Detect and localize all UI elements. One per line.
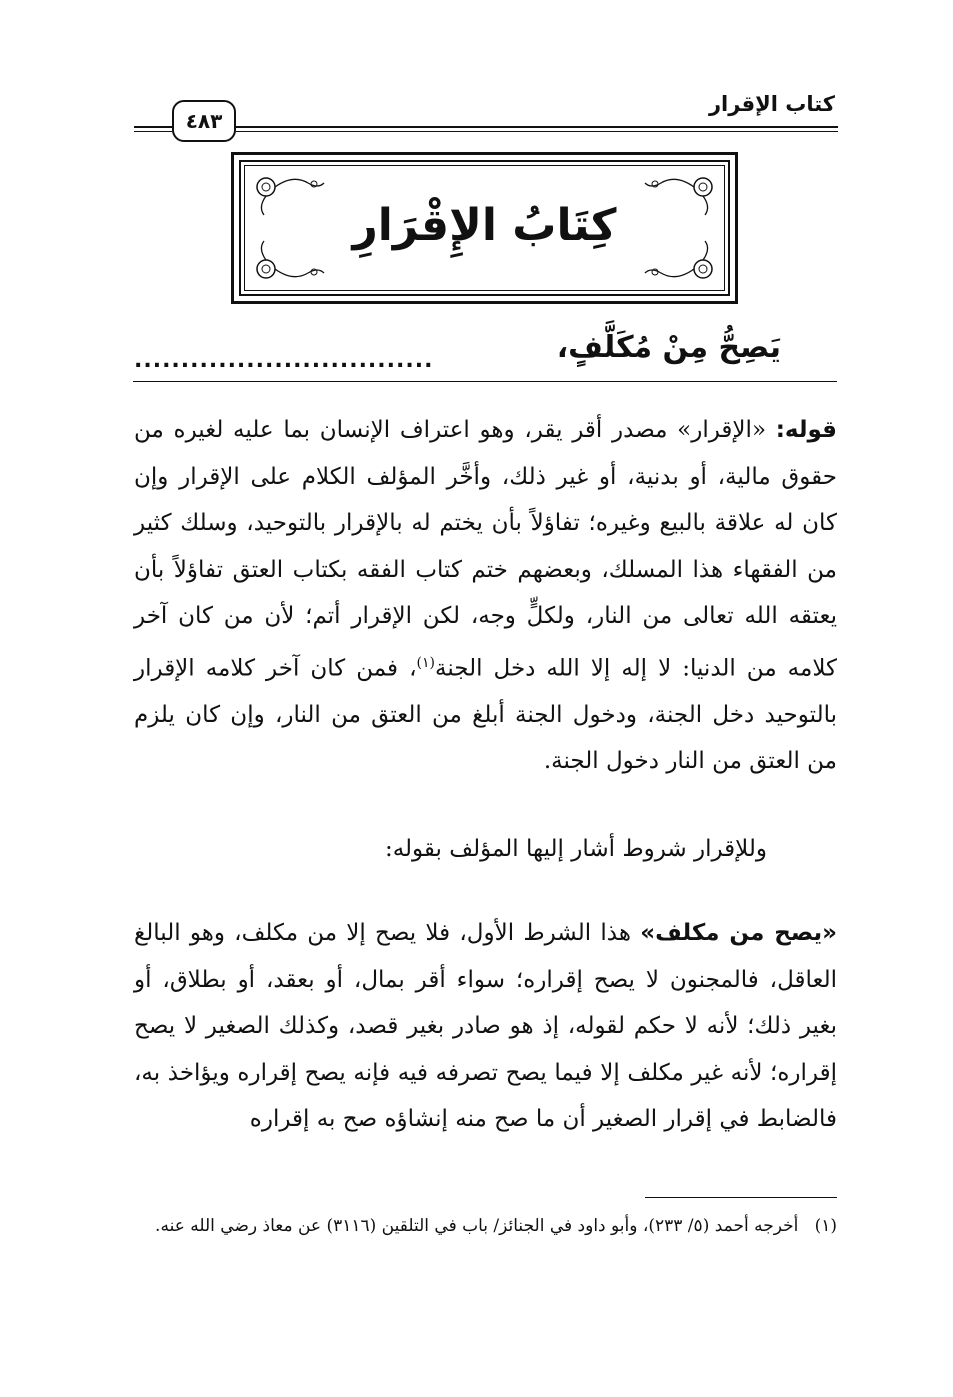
running-head-title: كتاب الإقرار: [708, 92, 835, 116]
footnote: [134, 1210, 837, 1243]
commentary-paragraph-2: وللإقرار شروط أشار إليها المؤلف بقوله:: [384, 836, 767, 862]
header-rule-left-thin: [134, 131, 172, 132]
footnote-separator-rule: [645, 1197, 837, 1198]
chapter-title-frame: [231, 152, 738, 304]
commentary-text-3: هذا الشرط الأول، فلا يصح إلا من مكلف، وهو البالغ العاقل، فالمجنون لا يصح إقراره؛ سواء أقر بمال، أو بعقد، أو بطلاق، أو بغير ذلك؛ لأنه لا حكم لقوله، إذ هو صادر بغير قصد، وكذلك الصغير لا يصح إقراره؛ لأنه غير مكلف إلا فيما يصح تصرفه فيه فإنه يصح إقراره ويؤاخذ به، فالضابط في إقرار الصغير أن ما صح منه إنشاؤه صح به إقراره: [134, 920, 837, 1132]
page-number-badge: ٤٨٣: [172, 100, 236, 142]
header-rule-right: [236, 126, 838, 128]
commentary-label: قوله:: [775, 417, 837, 443]
chapter-title: كِتَابُ الإِقْرَارِ: [352, 200, 617, 251]
footnote-text: أخرجه أحمد (٥/ ٢٣٣)، وأبو داود في الجنائز/ باب في التلقين (٣١١٦) عن معاذ رضي الله عنه.: [155, 1216, 799, 1236]
footnote-marker: (١): [814, 1216, 837, 1236]
matn-text: يَصِحُّ مِنْ مُكَلَّفٍ،: [556, 330, 781, 365]
header-rule-left: [134, 126, 172, 128]
commentary-text-1: «الإقرار» مصدر أقر يقر، وهو اعتراف الإنسان بما عليه لغيره من حقوق مالية، أو بدنية، أو غير ذلك، وأخَّر المؤلف الكلام على الإقرار وإن كان له علاقة بالبيع وغيره؛ تفاؤلاً بأن يختم له بالإقرار بالتوحيد، وسلك كثير من الفقهاء هذا المسلك، وبعضهم ختم كتاب الفقه بكتاب العتق تفاؤلاً بأن يعتقه الله تعالى من النار، ولكلٍّ وجه، لكن الإقرار أتم؛ لأن من كان آخر كلامه من الدنيا: لا إله إلا الله دخل الجنة: [134, 417, 837, 682]
commentary-paragraph-3: [134, 910, 837, 1143]
header-rule-right-thin: [236, 131, 838, 132]
commentary-paragraph-1: [134, 407, 837, 785]
footnote-reference[interactable]: (١): [416, 654, 435, 671]
quoted-matn: «يصح من مكلف»: [640, 920, 837, 946]
matn-dots: ................................: [134, 348, 434, 373]
commentary-text-1-tail: ، فمن كان آخر كلامه الإقرار بالتوحيد دخل الجنة، ودخول الجنة أبلغ من العتق من النار، وإن كان يلزم من العتق من النار دخول الجنة.: [134, 655, 837, 775]
matn-separator-rule: [133, 381, 837, 382]
